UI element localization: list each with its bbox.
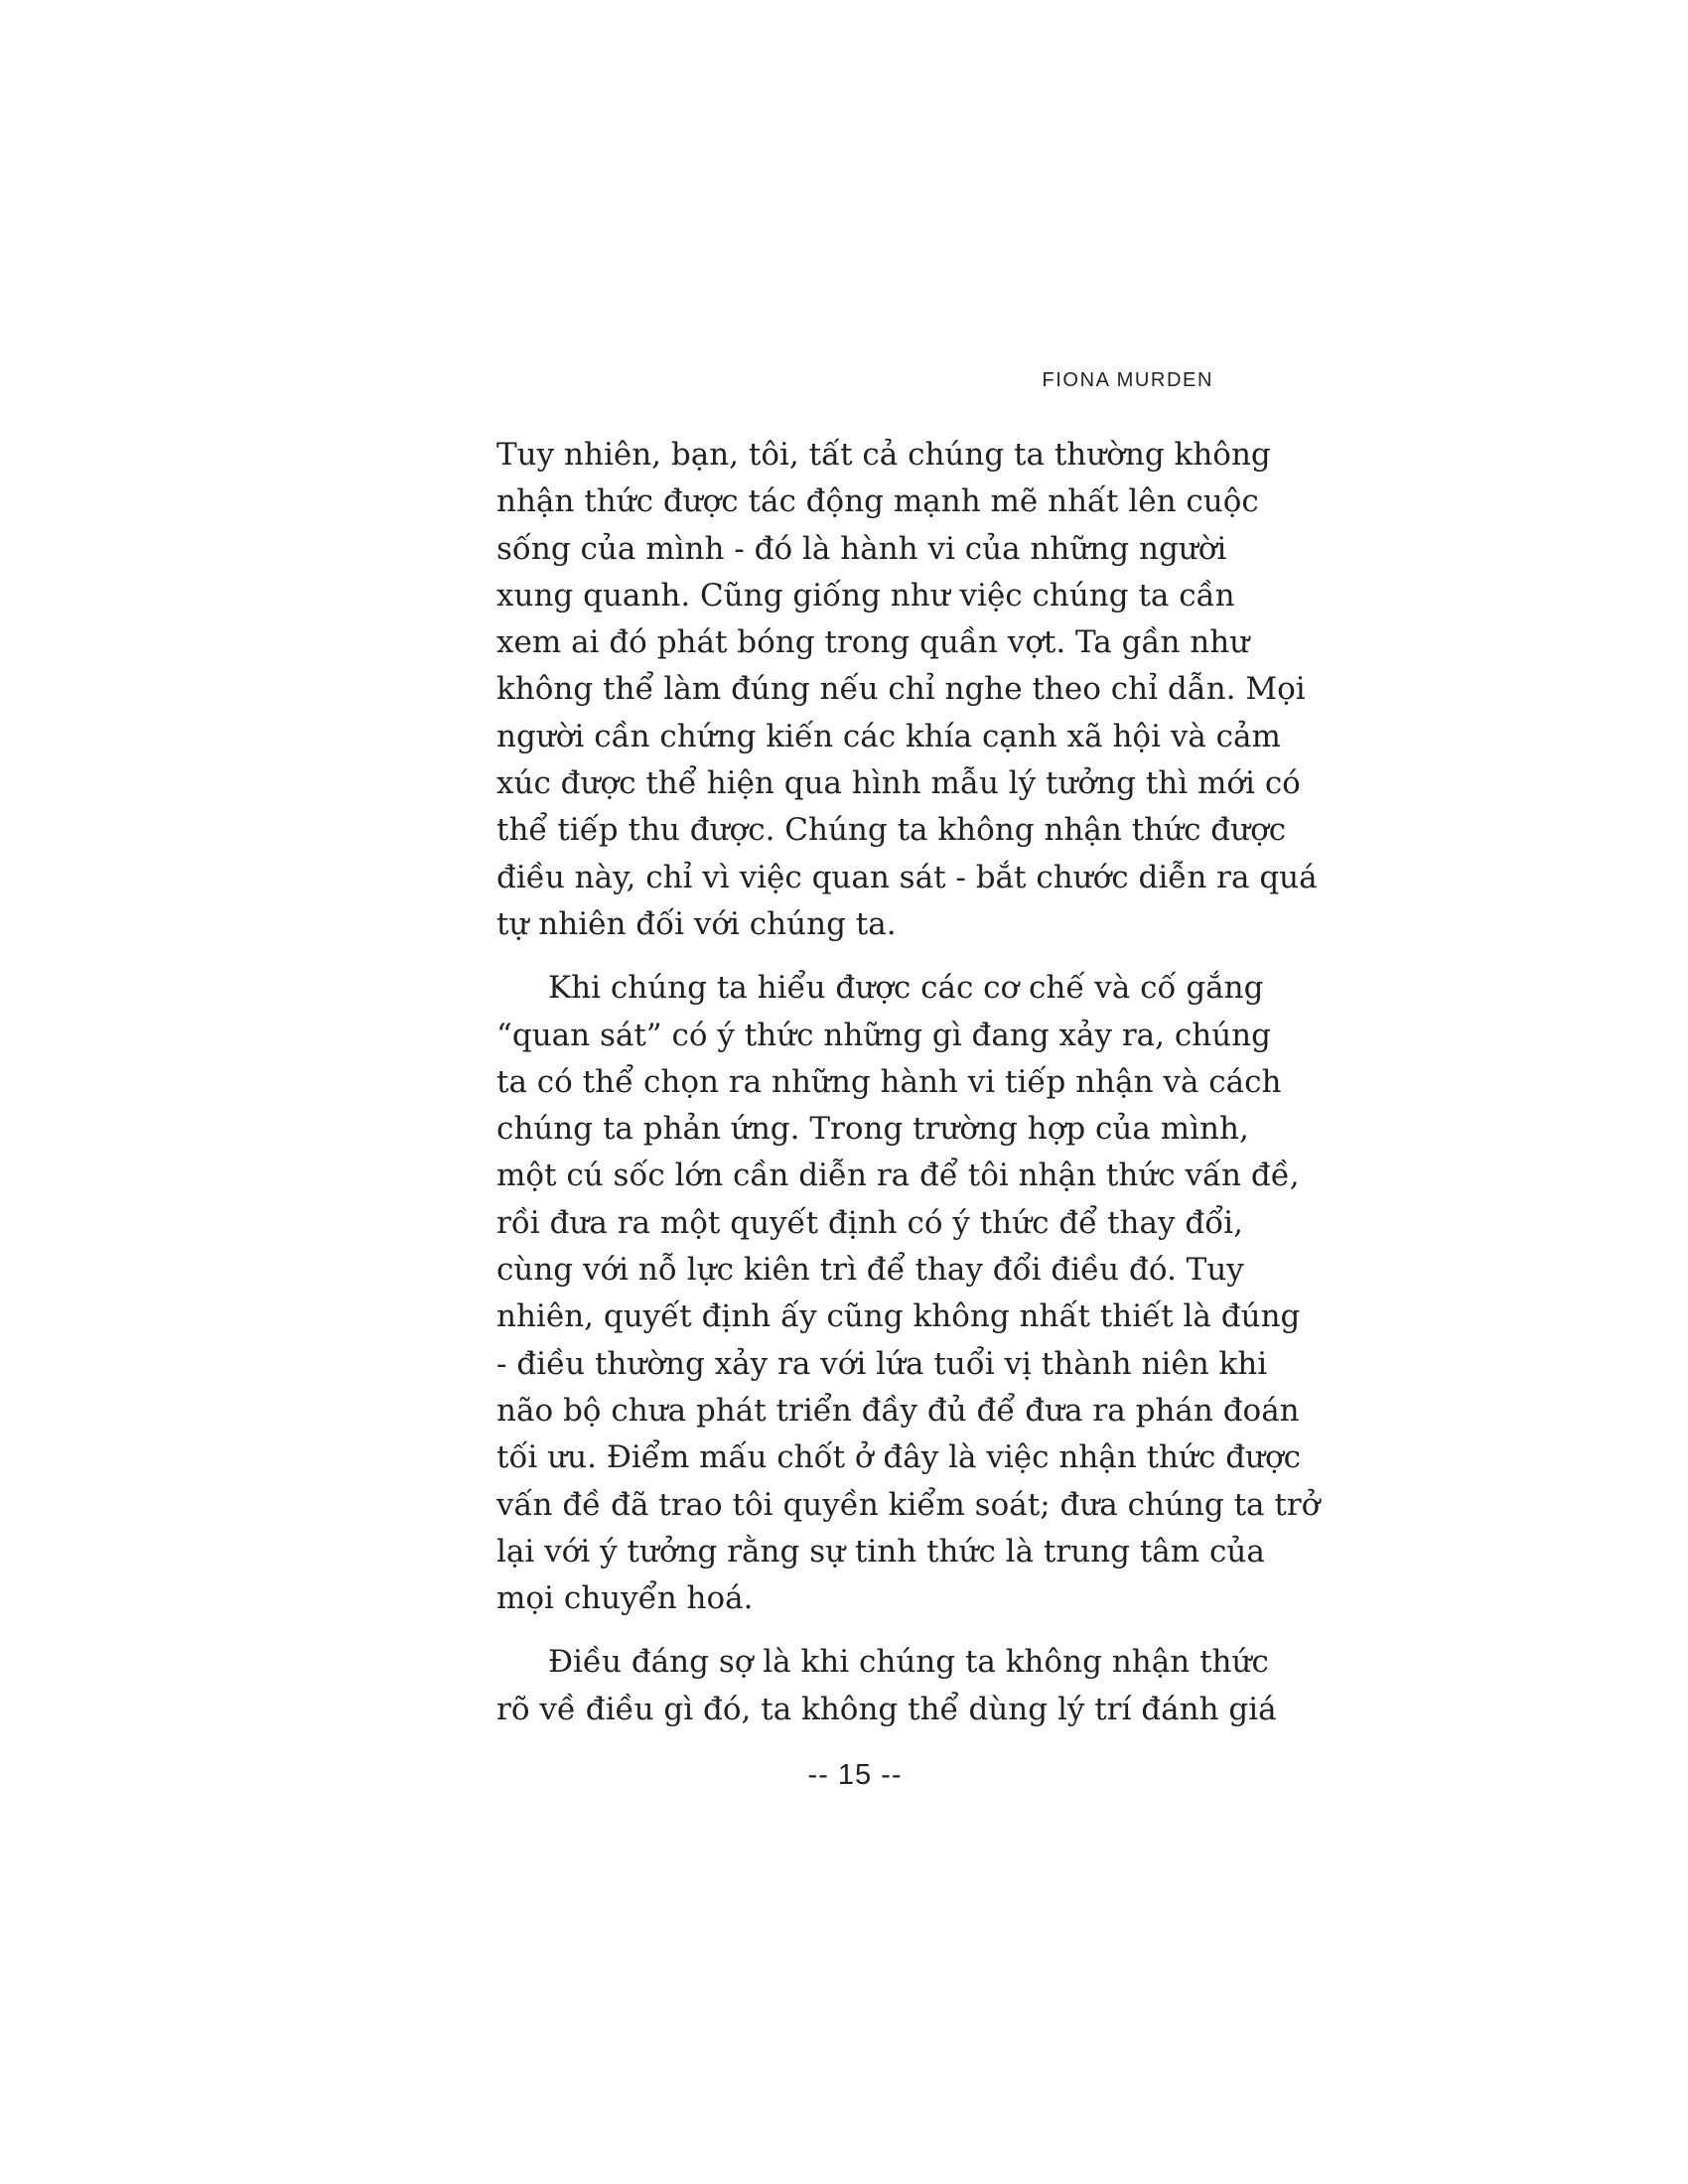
text-line: xúc được thể hiện qua hình mẫu lý tưởng thì mới có [496,765,1301,802]
text-line: thể tiếp thu được. Chúng ta không nhận thức được [496,812,1287,849]
text-line: rõ về điều gì đó, ta không thể dùng lý trí đánh giá [496,1691,1277,1727]
running-header-author: FIONA MURDEN [1042,369,1213,391]
paragraph-3 [496,1639,1277,1733]
text-line: tự nhiên đối với chúng ta. [496,905,897,942]
text-line: không thể làm đúng nếu chỉ nghe theo chỉ dẫn. Mọi [496,671,1306,708]
text-line: xung quanh. Cũng giống như việc chúng ta cần [496,577,1235,614]
text-line: lại với ý tưởng rằng sự tinh thức là trung tâm của [496,1533,1265,1570]
text-line: nhiên, quyết định ấy cũng không nhất thiết là đúng [496,1298,1301,1335]
text-line: người cần chứng kiến các khía cạnh xã hội và cảm [496,718,1281,754]
paragraph-2 [496,965,1321,1622]
text-line: “quan sát” có ý thức những gì đang xảy ra, chúng [496,1017,1271,1053]
text-line: ta có thể chọn ra những hành vi tiếp nhận và cách [496,1063,1282,1100]
text-line: vấn đề đã trao tôi quyền kiểm soát; đưa chúng ta trở [496,1486,1321,1523]
text-line: chúng ta phản ứng. Trong trường hợp của mình, [496,1111,1249,1148]
text-line: nhận thức được tác động mạnh mẽ nhất lên cuộc [496,483,1259,520]
text-line: Điều đáng sợ là khi chúng ta không nhận thức [548,1644,1269,1681]
text-line: não bộ chưa phát triển đầy đủ để đưa ra phán đoán [496,1392,1300,1429]
text-line: tối ưu. Điểm mấu chốt ở đây là việc nhận thức được [496,1439,1302,1476]
text-line: mọi chuyển hoá. [496,1580,754,1617]
text-line: sống của mình - đó là hành vi của những người [496,530,1227,567]
page-number: -- 15 -- [807,1759,903,1791]
text-line: Khi chúng ta hiểu được các cơ chế và cố gắng [548,970,1264,1007]
text-line: điều này, chỉ vì việc quan sát - bắt chước diễn ra quá [496,859,1318,895]
text-line: rồi đưa ra một quyết định có ý thức để thay đổi, [496,1204,1243,1241]
text-line: một cú sốc lớn cần diễn ra để tôi nhận thức vấn đề, [496,1158,1300,1194]
paragraph-1 [496,432,1318,948]
text-line: xem ai đó phát bóng trong quần vợt. Ta gần như [496,624,1250,661]
text-line: - điều thường xảy ra với lứa tuổi vị thành niên khi [496,1345,1268,1382]
text-line: cùng với nỗ lực kiên trì để thay đổi điều đó. Tuy [496,1252,1244,1289]
text-line: Tuy nhiên, bạn, tôi, tất cả chúng ta thường không [496,437,1271,473]
body-text [496,432,1321,1733]
